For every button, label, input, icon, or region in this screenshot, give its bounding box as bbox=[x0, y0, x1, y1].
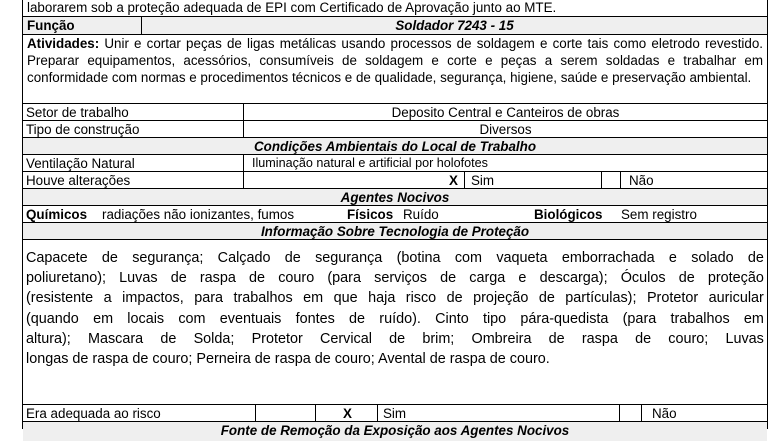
atividades-paragraph bbox=[27, 35, 763, 86]
adequada-row bbox=[23, 404, 767, 421]
setor-row bbox=[23, 103, 767, 120]
tipo-construcao-row bbox=[23, 120, 767, 137]
atividades-label: Atividades: bbox=[27, 36, 100, 51]
next-section-row bbox=[23, 421, 767, 441]
setor-value: Deposito Central e Canteiros de obras bbox=[391, 105, 620, 120]
alteracoes-row bbox=[23, 171, 767, 188]
tecnologia-title: Informação Sobre Tecnologia de Proteção bbox=[260, 224, 530, 239]
alteracoes-sim-mark: X bbox=[449, 173, 458, 188]
tecnologia-line: (resistente a impactos, para trabalhos em que haja risco de projeção de partículas); Protetor auricular bbox=[26, 290, 764, 307]
adequada-nao-label: Não bbox=[652, 406, 677, 421]
tipo-construcao-label: Tipo de construção bbox=[26, 122, 140, 137]
epi-document-table bbox=[22, 0, 768, 438]
ventilacao-label: Ventilação Natural bbox=[26, 156, 135, 171]
tecnologia-line: altura); Mascara de Solda; Protetor Cervical de brim; Ombreira de raspa de couro; Luvas bbox=[26, 330, 764, 347]
funcao-value: Soldador 7243 - 15 bbox=[395, 18, 514, 33]
alteracoes-sim-label: Sim bbox=[471, 173, 495, 188]
alteracoes-nao-label: Não bbox=[629, 173, 654, 188]
atividades-row bbox=[23, 34, 767, 103]
adequada-sim-mark: X bbox=[343, 406, 352, 421]
alteracoes-label: Houve alterações bbox=[26, 173, 131, 188]
intro-text: laborarem sob a proteção adequada de EPI com Certificado de Aprovação junto ao MTE. bbox=[27, 0, 557, 15]
tecnologia-header-row bbox=[23, 222, 767, 239]
next-section-title: Fonte de Remoção da Exposição aos Agentes Nocivos bbox=[220, 423, 570, 438]
tecnologia-text bbox=[26, 248, 764, 369]
adequada-label: Era adequada ao risco bbox=[26, 406, 161, 421]
tecnologia-row bbox=[23, 239, 767, 409]
adequada-sim-label: Sim bbox=[383, 406, 407, 421]
fisicos-value: Ruído bbox=[403, 207, 439, 222]
tecnologia-line: (quando em locais com eventuais fontes de ruído). Cinto tipo pára-quedista (para trabalhos em bbox=[26, 310, 764, 327]
tecnologia-line: poliuretano); Luvas de raspa de couro (para serviços de carga e descarga); Óculos de proteção bbox=[26, 270, 764, 287]
condicoes-title: Condições Ambientais do Local de Trabalho bbox=[254, 139, 536, 154]
atividades-text: Unir e cortar peças de ligas metálicas usando processos de soldagem e corte tais como eletrodo revestido. Preparar equipamentos, acessórios, consumíveis de soldagem e corte e peças a serem soldadas e trabalhar em conformidade com normas e procedimentos técnicos e de qualidade, segurança, higiene, saúde e preservação ambiental. bbox=[27, 36, 763, 85]
biologicos-value: Sem registro bbox=[621, 207, 697, 222]
condicoes-header-row bbox=[23, 137, 767, 154]
quimicos-value: radiações não ionizantes, fumos bbox=[102, 207, 295, 222]
iluminacao-value: Iluminação natural e artificial por holofotes bbox=[252, 156, 488, 170]
fisicos-label: Físicos bbox=[347, 207, 394, 222]
setor-label: Setor de trabalho bbox=[26, 105, 129, 120]
agentes-title: Agentes Nocivos bbox=[340, 190, 450, 205]
biologicos-label: Biológicos bbox=[534, 207, 603, 222]
tecnologia-line: longas de raspa de couro; Perneira de raspa de couro; Avental de raspa de couro. bbox=[26, 351, 550, 368]
ventilacao-row bbox=[23, 154, 767, 171]
funcao-row bbox=[23, 16, 767, 34]
quimicos-label: Químicos bbox=[26, 207, 88, 222]
agentes-row bbox=[23, 205, 767, 222]
tipo-construcao-value: Diversos bbox=[479, 122, 532, 137]
agentes-header-row bbox=[23, 188, 767, 205]
intro-row bbox=[23, 0, 767, 16]
tecnologia-line: Capacete de segurança; Calçado de segurança (botina com vaqueta emborrachada e solado de bbox=[26, 250, 764, 266]
funcao-label: Função bbox=[27, 18, 75, 33]
